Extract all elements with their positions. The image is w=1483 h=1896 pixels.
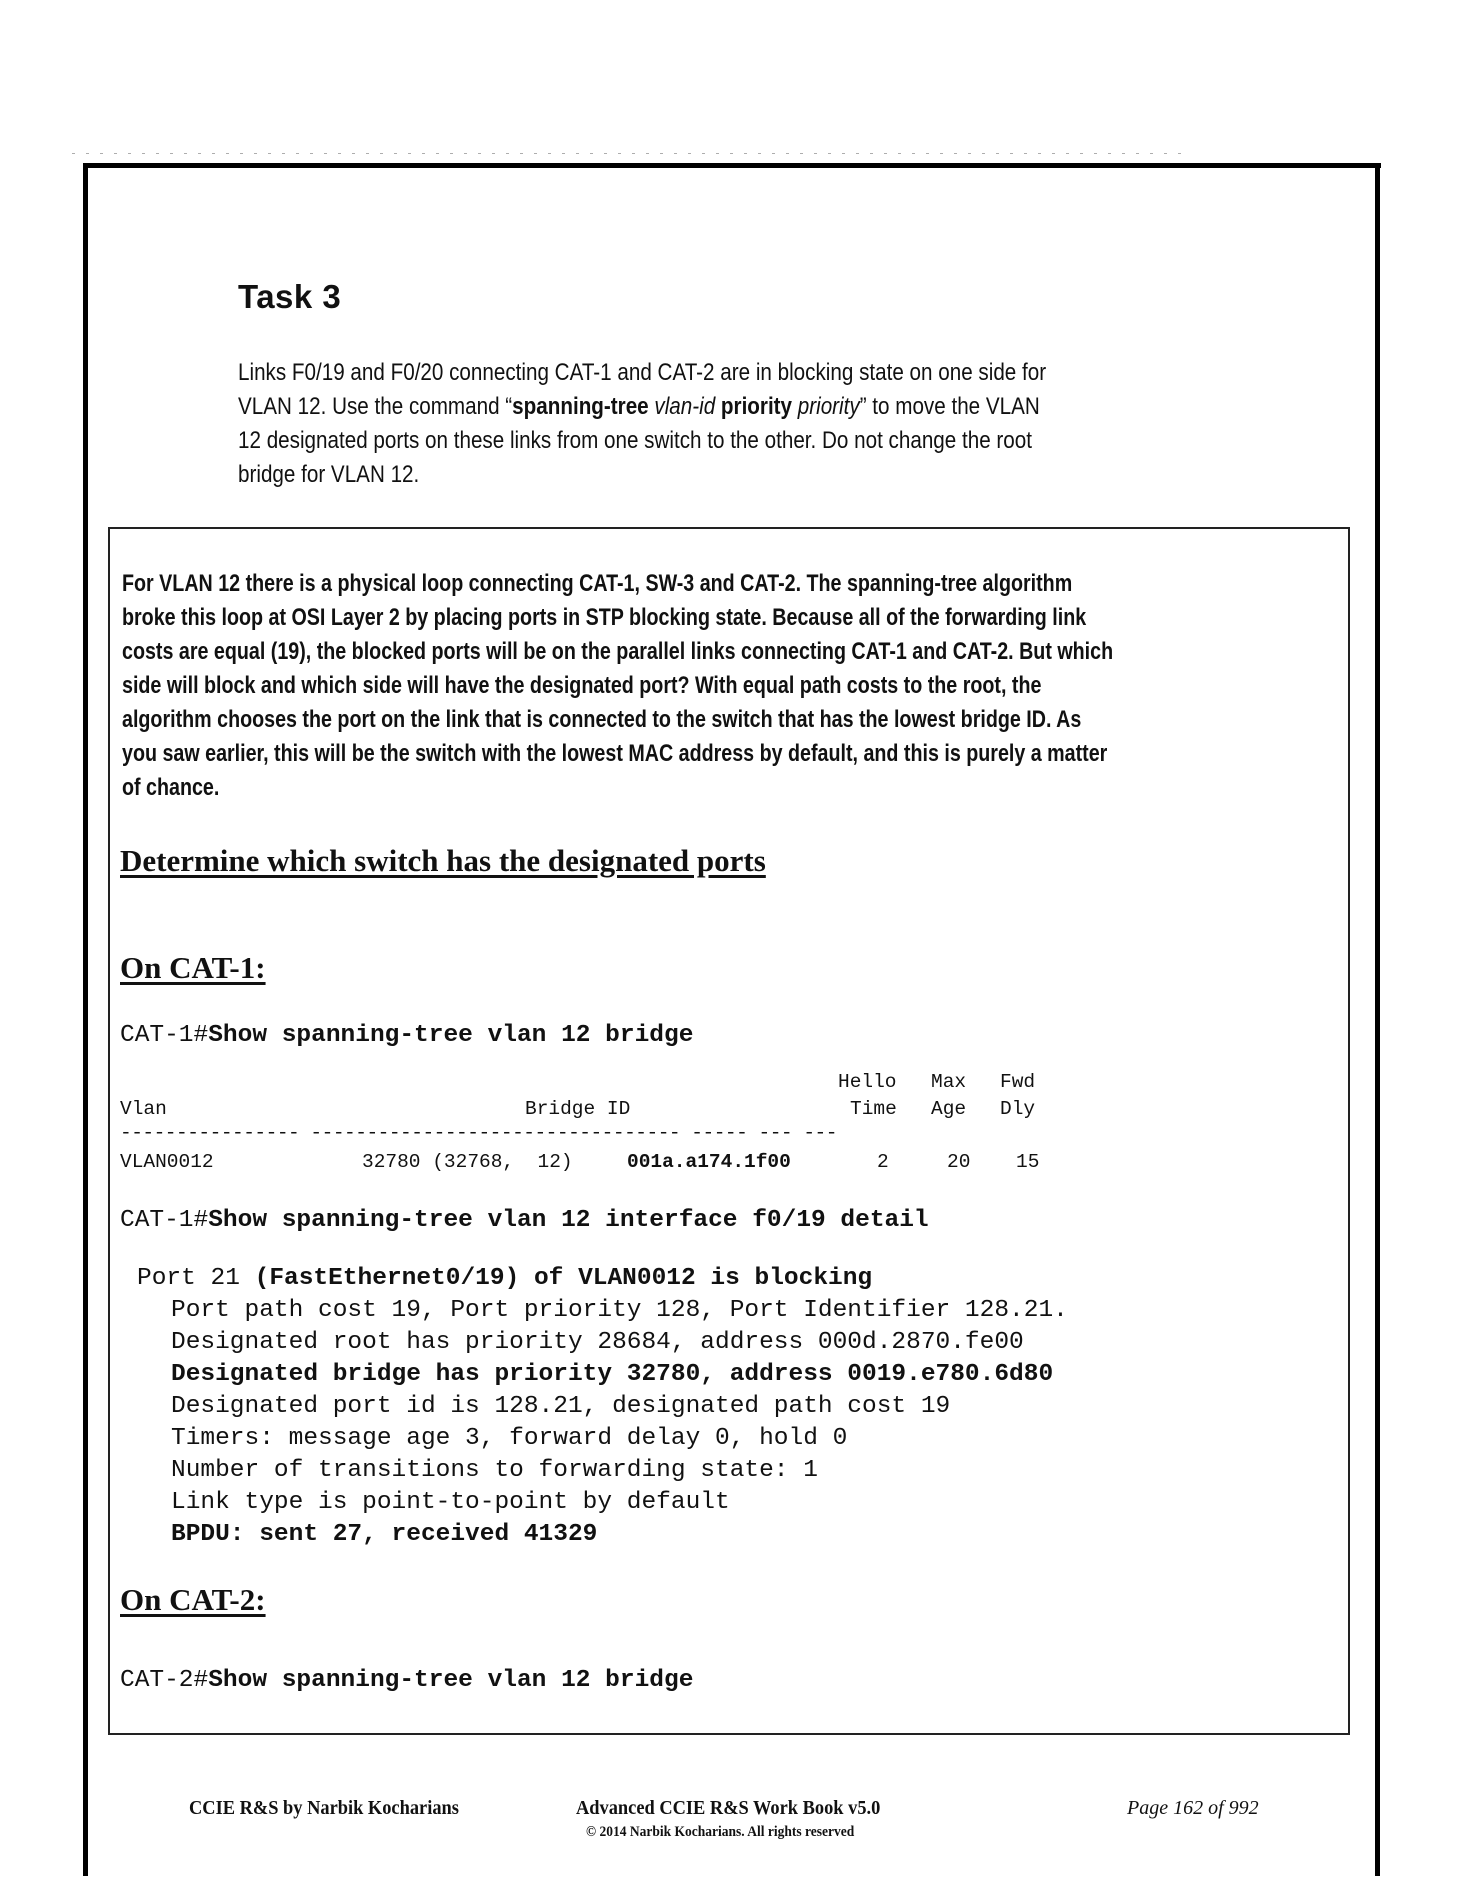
col-header-time: Time: [850, 1098, 897, 1120]
explanation-line: algorithm chooses the port on the link that is connected to the switch that has the lowest bridge ID. As: [122, 706, 1082, 733]
cell-fwd-delay: 15: [1016, 1151, 1040, 1173]
cat1-heading: On CAT-1:: [120, 950, 266, 985]
task-paragraph-line-2: [238, 393, 1040, 421]
cell-vlan: VLAN0012: [120, 1151, 214, 1173]
page-frame-top: [83, 163, 1381, 168]
cli-command: Show spanning-tree vlan 12 bridge: [208, 1022, 694, 1049]
col-header-age: Age: [931, 1098, 967, 1120]
task-title: Task 3: [238, 278, 342, 315]
task-paragraph-line-1: [238, 359, 1046, 387]
detail-line: Designated bridge has priority 32780, address 0019.e780.6d80: [171, 1361, 1054, 1388]
detail-line: Designated root has priority 28684, address 000d.2870.fe00: [171, 1329, 1024, 1356]
scan-artifact-line: [72, 153, 1192, 154]
footer-author: CCIE R&S by Narbik Kocharians: [189, 1797, 459, 1819]
explanation-line: of chance.: [122, 774, 220, 801]
detail-line: Number of transitions to forwarding state: 1: [171, 1457, 818, 1484]
command-keyword: spanning-tree: [512, 393, 655, 420]
cli-prompt: CAT-1#: [120, 1022, 209, 1049]
col-header-dly: Dly: [1000, 1098, 1036, 1120]
cat2-command-bridge: [120, 1667, 693, 1694]
task-text: Links F0/19 and F0/20 connecting CAT-1 and CAT-2 are in blocking state on one side for: [238, 359, 1047, 386]
explanation-line: broke this loop at OSI Layer 2 by placing ports in STP blocking state. Because all of the forwarding link: [122, 604, 1087, 631]
port-state: (FastEthernet0/19) of VLAN0012 is blocking: [254, 1265, 873, 1292]
explanation-line: you saw earlier, this will be the switch with the lowest MAC address by default, and this is purely a matter: [122, 740, 1108, 767]
detail-line: BPDU: sent 27, received 41329: [171, 1521, 598, 1548]
explanation-line: side will block and which side will have the designated port? With equal path costs to the root, the: [122, 672, 1042, 699]
footer-page-number: Page 162 of 992: [1127, 1797, 1259, 1819]
cat2-heading: On CAT-2:: [120, 1582, 266, 1617]
footer-copyright: © 2014 Narbik Kocharians. All rights reserved: [586, 1824, 855, 1840]
cli-prompt: CAT-1#: [120, 1207, 209, 1234]
cell-mac-address: 001a.a174.1f00: [627, 1151, 791, 1173]
task-text: ” to move the VLAN: [859, 393, 1040, 420]
detail-line: Designated port id is 128.21, designated path cost 19: [171, 1393, 951, 1420]
detail-line: Link type is point-to-point by default: [171, 1489, 730, 1516]
cli-command: Show spanning-tree vlan 12 bridge: [208, 1667, 694, 1694]
task-text: VLAN 12. Use the command “: [238, 393, 513, 420]
col-header-bridge-id: Bridge ID: [525, 1098, 631, 1120]
col-header-fwd: Fwd: [1000, 1071, 1036, 1093]
cli-prompt: CAT-2#: [120, 1667, 209, 1694]
cat1-command-interface-detail: [120, 1207, 929, 1234]
detail-line: Timers: message age 3, forward delay 0, hold 0: [171, 1425, 848, 1452]
col-header-hello: Hello: [838, 1071, 897, 1093]
page-frame-left: [83, 163, 88, 1876]
cli-command: Show spanning-tree vlan 12 interface f0/19 detail: [208, 1207, 929, 1234]
cell-hello-time: 2: [877, 1151, 889, 1173]
col-header-vlan: Vlan: [120, 1098, 167, 1120]
explanation-line: costs are equal (19), the blocked ports will be on the parallel links connecting CAT-1 and CAT-2. But which: [122, 638, 1114, 665]
footer-book-title: Advanced CCIE R&S Work Book v5.0: [576, 1797, 881, 1819]
col-header-max: Max: [931, 1071, 967, 1093]
cell-max-age: 20: [947, 1151, 971, 1173]
cell-priority: 32780 (32768, 12): [362, 1151, 573, 1173]
page-frame-right: [1375, 163, 1380, 1876]
command-keyword: priority: [715, 393, 798, 420]
task-paragraph-line-3: [238, 427, 1032, 455]
table-divider: ---------------- --------------------------------- ----- --- ---: [120, 1122, 837, 1144]
task-paragraph-line-4: [238, 461, 419, 489]
cat1-command-bridge: [120, 1022, 693, 1049]
detail-line: Port path cost 19, Port priority 128, Port Identifier 128.21.: [171, 1297, 1068, 1324]
explanation-line: For VLAN 12 there is a physical loop connecting CAT-1, SW-3 and CAT-2. The spanning-tree algorithm: [122, 570, 1073, 597]
task-text: 12 designated ports on these links from one switch to the other. Do not change the root: [238, 427, 1032, 454]
task-text: bridge for VLAN 12.: [238, 461, 420, 488]
section-heading: Determine which switch has the designated ports: [120, 843, 766, 878]
port-number: Port 21: [137, 1265, 255, 1292]
port-status-line: [137, 1265, 872, 1292]
command-argument: priority: [797, 393, 860, 420]
command-argument: vlan-id: [654, 393, 716, 420]
